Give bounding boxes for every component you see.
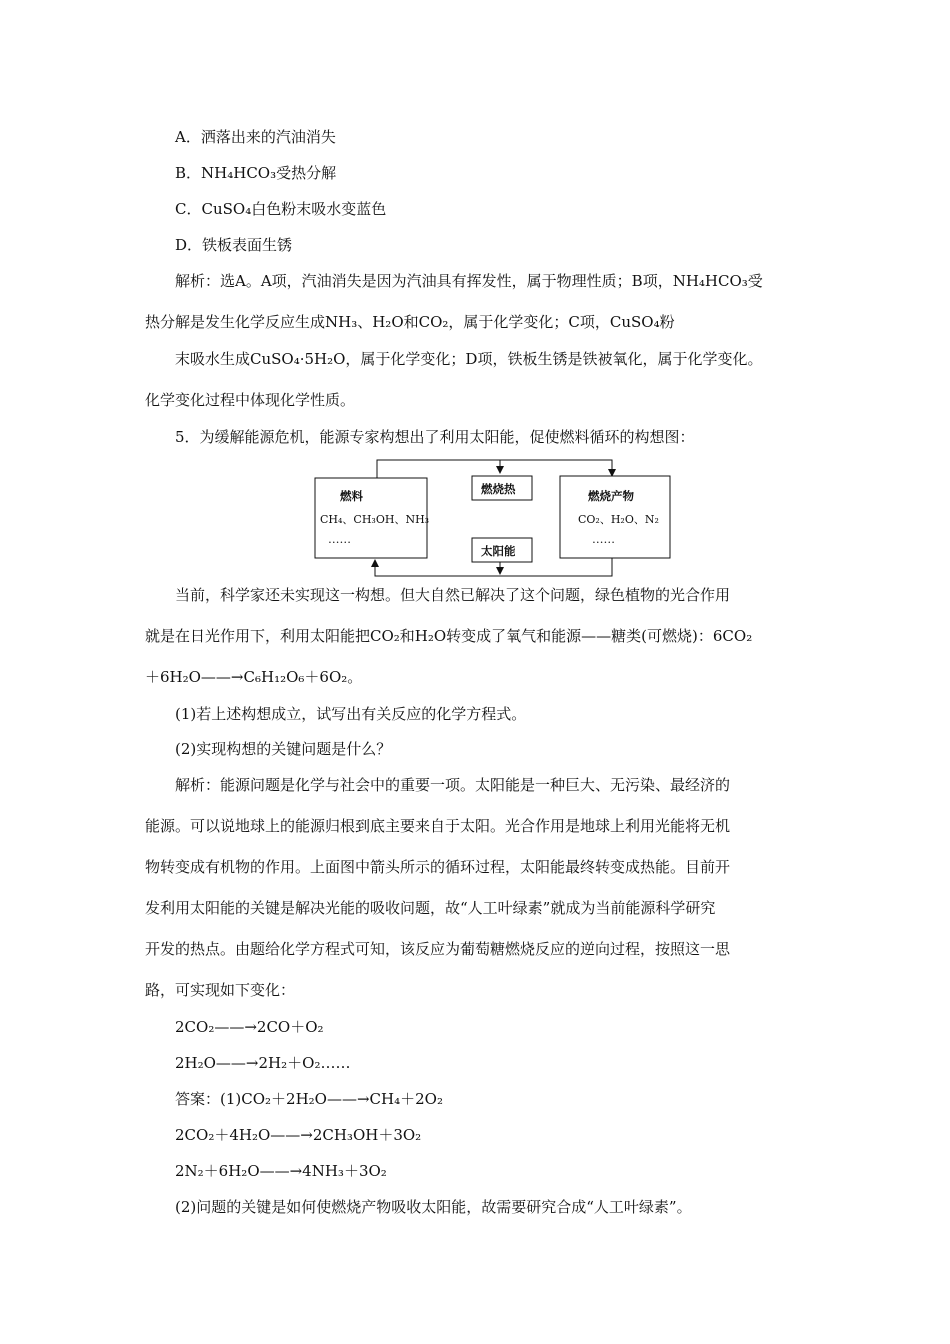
option-a: A．洒落出来的汽油消失 (175, 128, 336, 146)
passage-line: ＋6H₂O——→C₆H₁₂O₆＋6O₂。 (145, 668, 363, 686)
products-items: CO₂、H₂O、N₂ (578, 513, 659, 526)
question-5: 5．为缓解能源危机，能源专家构想出了利用太阳能，促使燃料循环的构想图： (175, 428, 695, 446)
option-c: C．CuSO₄白色粉末吸水变蓝色 (175, 200, 387, 218)
explanation-line: 物转变成有机物的作用。上面图中箭头所示的循环过程，太阳能最终转变成热能。目前开 (145, 858, 731, 876)
answer-line: (2)问题的关键是如何使燃烧产物吸收太阳能，故需要研究合成“人工叶绿素”。 (175, 1198, 692, 1216)
option-d: D．铁板表面生锈 (175, 236, 293, 254)
sub-question-1: (1)若上述构想成立，试写出有关反应的化学方程式。 (175, 705, 527, 723)
products-more: …… (592, 532, 615, 546)
heat-label: 燃烧热 (481, 482, 516, 496)
option-b: B．NH₄HCO₃受热分解 (175, 164, 337, 182)
fuel-title: 燃料 (340, 489, 363, 503)
equation: 2CO₂——→2CO＋O₂ (175, 1018, 324, 1036)
sub-question-2: (2)实现构想的关键问题是什么？ (175, 740, 392, 758)
products-title: 燃烧产物 (588, 489, 634, 503)
passage-line: 就是在日光作用下，利用太阳能把CO₂和H₂O转变成了氧气和能源——糖类(可燃烧)：6CO₂ (145, 627, 753, 645)
fuel-cycle-diagram (300, 458, 700, 583)
explanation-line: 解析：选A。A项，汽油消失是因为汽油具有挥发性，属于物理性质；B项，NH₄HCO₃受 (175, 272, 763, 290)
explanation-line: 解析：能源问题是化学与社会中的重要一项。太阳能是一种巨大、无污染、最经济的 (175, 776, 731, 794)
arrow-fuel-to-products (377, 460, 612, 478)
explanation-line: 热分解是发生化学反应生成NH₃、H₂O和CO₂，属于化学变化；C项，CuSO₄粉 (145, 313, 675, 331)
answer-line: 2CO₂＋4H₂O——→2CH₃OH＋3O₂ (175, 1126, 422, 1144)
explanation-line: 能源。可以说地球上的能源归根到底主要来自于太阳。光合作用是地球上利用光能将无机 (145, 817, 731, 835)
answer-line: 2N₂＋6H₂O——→4NH₃＋3O₂ (175, 1162, 387, 1180)
explanation-line: 发利用太阳能的关键是解决光能的吸收问题，故“人工叶绿素”就成为当前能源科学研究 (145, 899, 716, 917)
fuel-items: CH₄、CH₃OH、NH₃ (320, 513, 430, 526)
explanation-line: 开发的热点。由题给化学方程式可知，该反应为葡萄糖燃烧反应的逆向过程，按照这一思 (145, 940, 731, 958)
fuel-more: …… (328, 532, 351, 546)
explanation-line: 末吸水生成CuSO₄·5H₂O，属于化学变化；D项，铁板生锈是铁被氧化，属于化学变化。 (175, 350, 763, 368)
equation: 2H₂O——→2H₂＋O₂…… (175, 1054, 351, 1072)
answer-line: 答案：(1)CO₂＋2H₂O——→CH₄＋2O₂ (175, 1090, 443, 1108)
explanation-line: 化学变化过程中体现化学性质。 (145, 391, 356, 409)
explanation-line: 路，可实现如下变化： (145, 981, 296, 999)
solar-label: 太阳能 (481, 544, 516, 558)
passage-line: 当前，科学家还未实现这一构想。但大自然已解决了这个问题，绿色植物的光合作用 (175, 586, 731, 604)
